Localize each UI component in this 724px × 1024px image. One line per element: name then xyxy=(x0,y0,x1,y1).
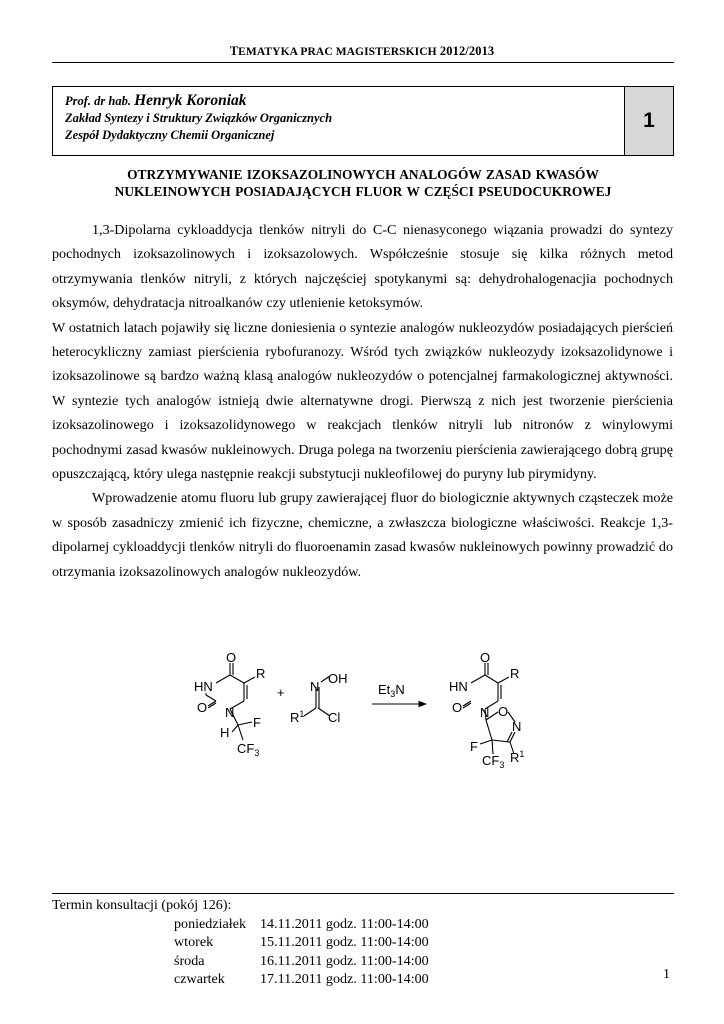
label-F-3: F xyxy=(470,739,478,754)
schedule-day: czwartek xyxy=(174,971,225,987)
r-text-2: R xyxy=(290,710,300,725)
reagent-n: N xyxy=(395,682,405,697)
thesis-title xyxy=(52,166,674,200)
cf-text-1: CF xyxy=(237,741,255,756)
running-header xyxy=(0,44,724,59)
schedule-date: 14.11.2011 godz. 11:00-14:00 xyxy=(260,915,429,932)
header-year: 2012/2013 xyxy=(436,44,495,58)
cf-text-3: CF xyxy=(482,753,500,768)
consultation-schedule xyxy=(174,915,429,989)
paragraph-2: W ostatnich latach pojawiły się liczne doniesienia o syntezie analogów nukleozydów posiadających pierścień heterocykliczny zamiast pierścienia rybofuranozy. Wśród tych związków nukleozydy izoksazolidynowe i izoksazolinowe są bardzo ważną klasą analogów nukleozydów o potencjalnej farmakologicznej aktywności. W syntezie tych analogów istnieją dwie alternatywne drogi. Pierwszą z nich jest tworzenie pierścienia izoksazolinowego i izoksazolidynowego w reakcjach tlenków nitryli lub nitronów z winylowymi pochodnymi zasad kwasów nukleinowych. Druga polega na tworzeniu pierścienia zawierającego dobrą grupę opuszczającą, który ulega następnie reakcji substytucji nukleofilowej do puryny lub pirymidyny. xyxy=(52,319,673,483)
reagent-label xyxy=(378,682,405,699)
label-N-isox-3: N xyxy=(512,719,522,734)
label-O-ring-3: O xyxy=(498,704,509,719)
label-F-1: F xyxy=(253,715,261,730)
header-rule xyxy=(52,62,674,63)
label-O-left-3: O xyxy=(452,700,463,715)
thesis-title-line-2: NUKLEINOWYCH POSIADAJĄCYCH FLUOR W CZĘŚCI PSEUDOCUKROWEJ xyxy=(114,184,612,199)
label-R1-3 xyxy=(510,749,524,765)
paragraph-1: 1,3-Dipolarna cykloaddycja tlenków nitryli do C-C nienasyconego wiązania prowadzi do syntezy pochodnych izoksazolinowych i izoksazolowych. Współcześnie stosuje się kilka różnych metod otrzymywania tlenków nitryli, z których najczęściej spotykanymi są: dehydrohalogenacjia pochodnych oksymów, dehydratacja nitroalkanów czy utlenienie ketoksymów. xyxy=(52,222,673,312)
label-O-left-1: O xyxy=(197,700,208,715)
consultation-footer xyxy=(52,896,429,987)
r-sup-3: 1 xyxy=(519,749,525,759)
schedule-row xyxy=(174,970,429,989)
label-O-top-1: O xyxy=(226,650,237,665)
footer-rule xyxy=(52,893,674,894)
label-OH-2: OH xyxy=(328,671,348,686)
cf-sub-1: 3 xyxy=(254,748,260,758)
plus-sign: + xyxy=(277,685,285,700)
cf-sub-3: 3 xyxy=(499,760,505,770)
body-text xyxy=(52,218,673,584)
label-CF3-1 xyxy=(237,741,259,758)
schedule-day: wtorek xyxy=(174,934,214,950)
supervisor-title-prefix: Prof. dr hab. xyxy=(65,94,131,108)
reactant-uracil xyxy=(206,663,255,740)
supervisor-line xyxy=(65,92,332,110)
label-O-top-3: O xyxy=(480,650,491,665)
header-title: EMATYKA PRAC MAGISTERSKICH xyxy=(238,46,437,58)
schedule-row xyxy=(174,915,429,934)
label-Cl-2: Cl xyxy=(328,710,341,725)
reaction-scheme xyxy=(180,650,560,780)
department-name: Zakład Syntezy i Struktury Związków Organicznych xyxy=(65,111,333,125)
schedule-row xyxy=(174,952,429,971)
label-R-3: R xyxy=(510,666,520,681)
team-name: Zespół Dydaktyczny Chemii Organicznej xyxy=(65,128,275,142)
r-text-3: R xyxy=(510,750,520,765)
label-HN-1: HN xyxy=(194,679,213,694)
supervisor-text xyxy=(65,92,332,144)
consultation-label: Termin konsultacji (pokój 126): xyxy=(52,897,232,913)
r-sup-2: 1 xyxy=(299,709,305,719)
supervisor-name: Henryk Koroniak xyxy=(134,92,247,109)
label-H-1: H xyxy=(220,725,230,740)
topic-number: 1 xyxy=(624,87,673,155)
label-N-2: N xyxy=(310,679,320,694)
page-number: 1 xyxy=(662,966,670,982)
schedule-day: środa xyxy=(174,952,205,969)
label-N-1: N xyxy=(225,705,235,720)
thesis-title-line-1: OTRZYMYWANIE IZOKSAZOLINOWYCH ANALOGÓW ZASAD KWASÓW xyxy=(127,167,599,182)
schedule-date: 16.11.2011 godz. 11:00-14:00 xyxy=(260,952,429,969)
supervisor-info-box xyxy=(52,86,674,156)
paragraph-3: Wprowadzenie atomu fluoru lub grupy zawierającej fluor do biologicznie aktywnych cząsteczek może w sposób zasadniczy zmienić ich fizyczne, chemiczne, a zwłaszcza biologiczne właściwości. Reakcje 1,3-dipolarnej cykloaddycji tlenków nitryli do fluoroenamin zasad kwasów nukleinowych powinny prowadzić do otrzymania izoksazolinowych analogów nukleozydów. xyxy=(52,490,673,580)
label-CF3-3 xyxy=(482,753,504,770)
label-N-ring-3: N xyxy=(480,705,490,720)
reagent-sub: 3 xyxy=(390,689,396,699)
label-R1-2 xyxy=(290,709,304,725)
schedule-date: 15.11.2011 godz. 11:00-14:00 xyxy=(260,934,429,950)
header-initial: T xyxy=(229,44,239,58)
schedule-date: 17.11.2011 godz. 11:00-14:00 xyxy=(260,971,429,987)
label-HN-3: HN xyxy=(449,679,468,694)
schedule-day: poniedziałek xyxy=(174,915,247,932)
schedule-row xyxy=(174,933,429,952)
label-R-1: R xyxy=(256,666,266,681)
reagent-et: Et xyxy=(378,682,391,697)
